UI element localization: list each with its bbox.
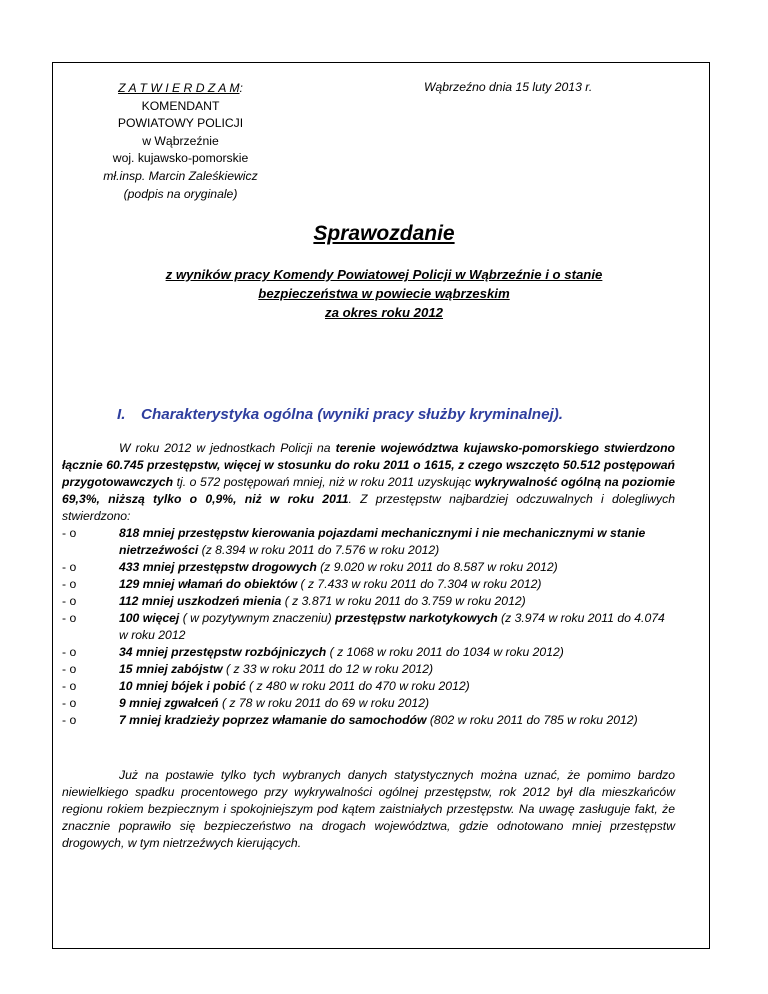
list-item-text: ( z 33 w roku 2011 do 12 w roku 2012) [222, 662, 434, 676]
list-dash: - o [62, 696, 77, 710]
document-title: Sprawozdanie [313, 222, 455, 245]
approval-colon: : [239, 81, 243, 95]
section-heading [117, 406, 563, 423]
list-item-bold: 112 mniej uszkodzeń mienia [119, 594, 282, 608]
paragraph-statistics [62, 440, 675, 729]
list-item-text: ( z 78 w roku 2011 do 69 w roku 2012) [218, 696, 430, 710]
list-item-bold: 10 mniej bójek i pobić [119, 679, 246, 693]
list-item [62, 610, 675, 644]
intro-text-3: . Z przestępstw najbardziej odczuwalnych i dolegliwych stwierdzono: [62, 492, 675, 523]
list-item-bold: 7 mniej kradzieży poprzez włamanie do samochodów [119, 713, 427, 727]
list-item-text: (z 9.020 w roku 2011 do 8.587 w roku 2012) [316, 560, 558, 574]
approval-block [88, 80, 273, 203]
approval-header: Z A T W I E R D Z A M [118, 81, 240, 95]
document-subtitle [100, 265, 668, 322]
list-item [62, 661, 675, 678]
list-item-text: ( w pozytywnym znaczeniu) [179, 611, 336, 625]
list-item [62, 695, 675, 712]
list-item-bold: 15 mniej zabójstw [119, 662, 223, 676]
section-number: I. [117, 406, 126, 423]
intro-bold-2: wykrywalność ogólną na poziomie 69,3%, niższą tylko o 0,9%, niż w roku 2011 [62, 475, 675, 506]
approval-unit: POWIATOWY POLICJI [117, 116, 244, 131]
list-item-bold: 34 mniej przestępstw rozbójniczych [119, 645, 327, 659]
list-item [62, 525, 675, 559]
approval-header-line [88, 80, 273, 98]
list-item [62, 576, 675, 593]
list-item [62, 678, 675, 695]
list-item-bold-2: przestępstw narkotykowych [335, 611, 498, 625]
approval-region: woj. kujawsko-pomorskie [112, 151, 249, 166]
dateline: Wąbrzeźno dnia 15 luty 2013 r. [424, 80, 593, 94]
list-dash: - o [62, 679, 77, 693]
approval-signature-note: (podpis na oryginale) [123, 186, 238, 201]
list-dash: - o [62, 577, 77, 591]
intro-bold-1: terenie województwa kujawsko-pomorskiego stwierdzono łącznie 60.745 przestępstw, więcej w stosunku do roku 2011 o 1615, z czego wszczęto 50.512 postępowań przygotowawczych [62, 441, 675, 489]
list-item-bold: 818 mniej przestępstw kierowania pojazdami mechanicznymi i nie mechanicznymi w stanie nietrzeźwości [119, 526, 646, 557]
list-dash: - o [62, 594, 77, 608]
list-dash: - o [62, 611, 77, 625]
list-item-bold: 9 mniej zgwałceń [119, 696, 219, 710]
section-title: Charakterystyka ogólna (wyniki pracy służby kryminalnej). [141, 406, 564, 423]
list-item-text: (z 8.394 w roku 2011 do 7.576 w roku 2012) [198, 543, 440, 557]
subtitle-line-2: bezpieczeństwa w powiecie wąbrzeskim [258, 286, 510, 301]
list-item [62, 559, 675, 576]
list-item [62, 712, 675, 729]
list-dash: - o [62, 526, 77, 540]
intro-text-1: W roku 2012 w jednostkach Policji na [119, 441, 336, 455]
approval-role: KOMENDANT [141, 98, 220, 113]
list-item-text: ( z 1068 w roku 2011 do 1034 w roku 2012) [326, 645, 564, 659]
list-item-text-2: (z 3.974 w roku 2011 do 4.074 w roku 2012 [119, 611, 665, 642]
list-item-text: ( z 3.871 w roku 2011 do 3.759 w roku 2012) [281, 594, 526, 608]
list-dash: - o [62, 713, 77, 727]
paragraph-intro [62, 440, 675, 525]
list-dash: - o [62, 560, 77, 574]
list-item-text: ( z 480 w roku 2011 do 470 w roku 2012) [245, 679, 470, 693]
intro-text-2: tj. o 572 postępowań mniej, niż w roku 2011 uzyskując [173, 475, 475, 489]
list-item-bold: 433 mniej przestępstw drogowych [119, 560, 317, 574]
statistics-list [62, 525, 675, 729]
list-dash: - o [62, 645, 77, 659]
list-item [62, 644, 675, 661]
paragraph-conclusion: Już na postawie tylko tych wybranych danych statystycznych można uznać, że pomimo bardzo niewielkiego spadku procentowego przy wykrywalności ogólnej przestępstw, rok 2012 był dla mieszkańców regionu rokiem bezpiecznym i spokojniejszym pod kątem zaistniałych przestępstw. Na uwagę zasługuje fakt, że znacznie poprawiło się bezpieczeństwo na drogach województwa, gdzie odnotowano mniej przestępstw drogowych, w tym nietrzeźwych kierujących. [62, 768, 675, 850]
list-dash: - o [62, 662, 77, 676]
list-item [62, 593, 675, 610]
list-item-bold: 100 więcej [119, 611, 180, 625]
list-item-text: ( z 7.433 w roku 2011 do 7.304 w roku 2012) [297, 577, 542, 591]
list-item-bold: 129 mniej włamań do obiektów [119, 577, 298, 591]
subtitle-line-1: z wyników pracy Komendy Powiatowej Policji w Wąbrzeźnie i o stanie [165, 267, 603, 282]
subtitle-line-3: za okres roku 2012 [324, 305, 444, 320]
approval-person: mł.insp. Marcin Zaleśkiewicz [103, 168, 258, 183]
approval-city: w Wąbrzeźnie [142, 133, 219, 148]
list-item-text: (802 w roku 2011 do 785 w roku 2012) [426, 713, 638, 727]
